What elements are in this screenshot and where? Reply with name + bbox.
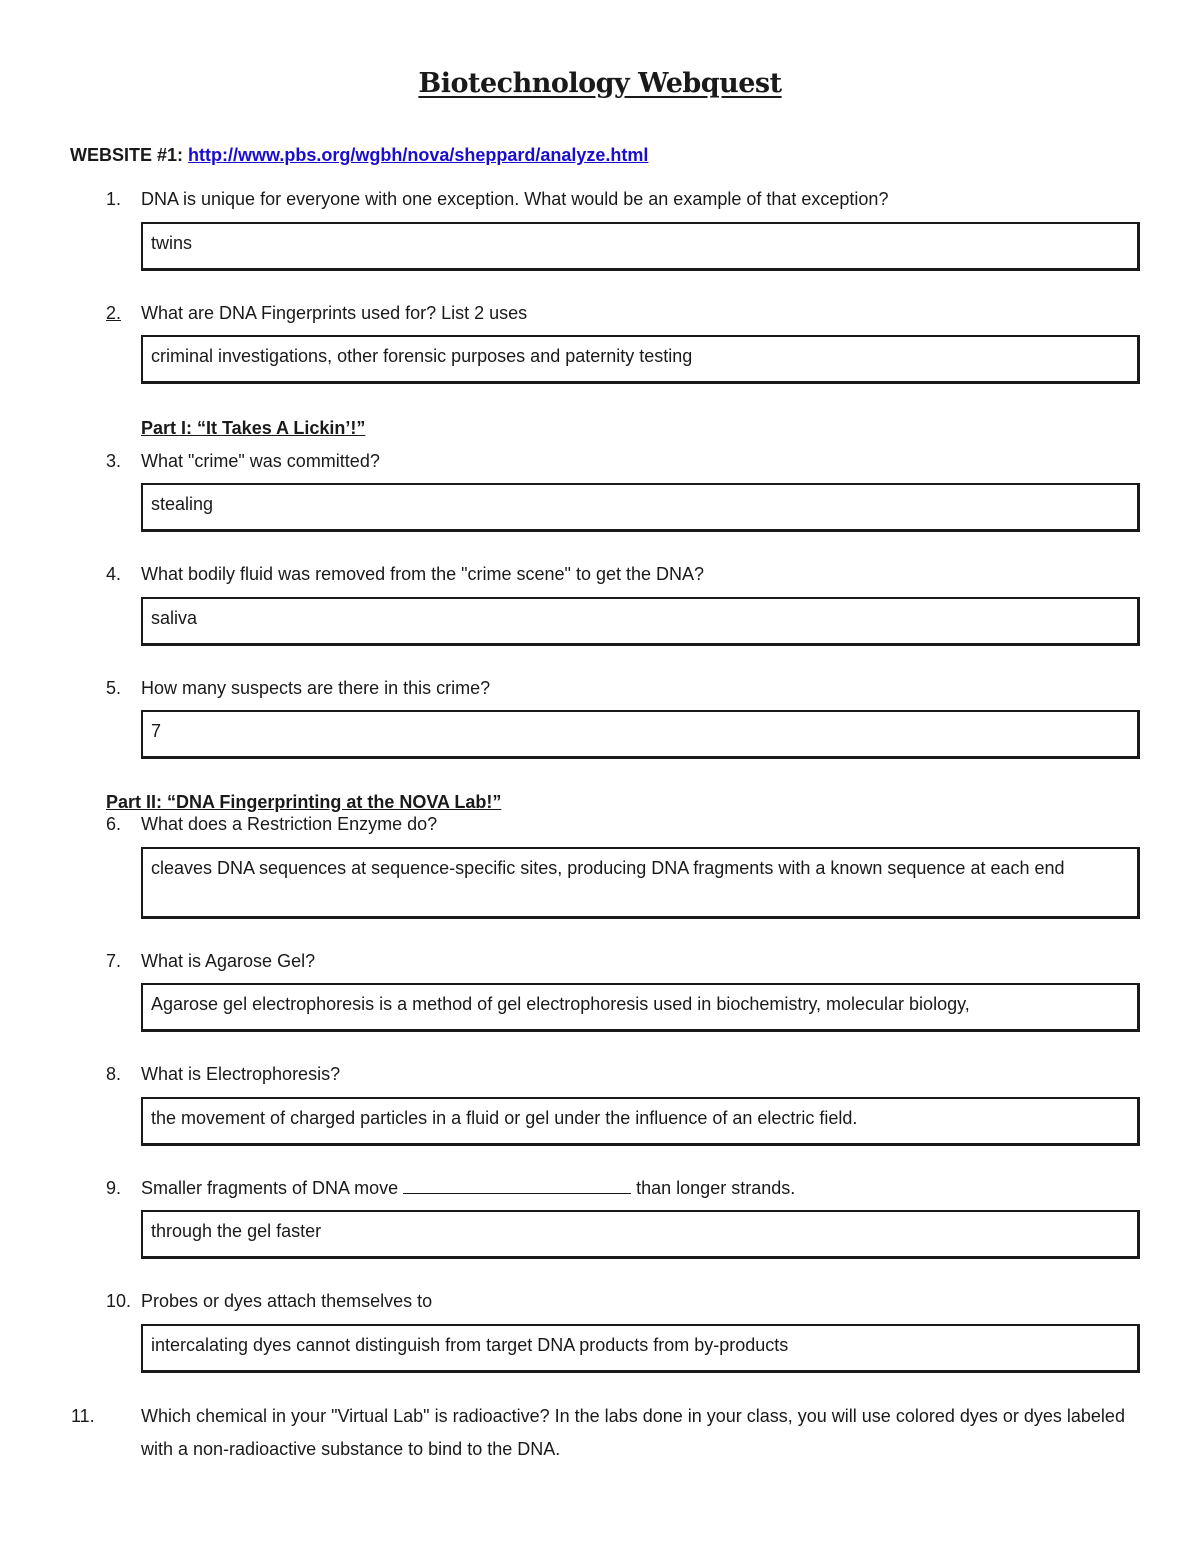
question-number: 10.: [106, 1291, 132, 1311]
question-3: [106, 445, 380, 478]
question-number: 4.: [106, 564, 122, 584]
question-8: [106, 1058, 340, 1091]
answer-text: through the gel faster: [151, 1221, 322, 1241]
question-text: DNA is unique for everyone with one exception. What would be an example of that exception?: [141, 189, 889, 209]
answer-box-2[interactable]: [141, 335, 1140, 384]
answer-box-5[interactable]: [141, 710, 1140, 759]
question-text: Which chemical in your "Virtual Lab" is radioactive? In the labs done in your class, you will use colored dyes or dyes labeled with a non-radioactive substance to bind to the DNA.: [141, 1406, 1125, 1459]
question-number: 3.: [106, 451, 122, 471]
answer-text: 7: [151, 721, 162, 741]
question-text: Probes or dyes attach themselves to: [141, 1291, 433, 1311]
question-text: What are DNA Fingerprints used for? List 2 uses: [141, 303, 528, 323]
question-text: How many suspects are there in this crime?: [141, 678, 491, 698]
question-11: [71, 1400, 1151, 1466]
answer-box-10[interactable]: [141, 1324, 1140, 1373]
part-2-heading: Part II: “DNA Fingerprinting at the NOVA Lab!”: [106, 792, 502, 812]
answer-box-7[interactable]: [141, 983, 1140, 1032]
answer-text: twins: [151, 233, 193, 253]
question-text: What is Electrophoresis?: [141, 1064, 341, 1084]
page-title: Biotechnology Webquest: [418, 68, 782, 99]
question-text-after: than longer strands.: [636, 1178, 796, 1198]
question-number: 9.: [106, 1178, 122, 1198]
answer-box-4[interactable]: [141, 597, 1140, 646]
answer-box-9[interactable]: [141, 1210, 1140, 1259]
part-1-heading: Part I: “It Takes A Lickin’!”: [141, 418, 366, 438]
answer-box-1[interactable]: [141, 222, 1140, 271]
answer-text: the movement of charged particles in a fluid or gel under the influence of an electric field.: [151, 1108, 858, 1128]
question-5: [106, 672, 490, 705]
question-text: What "crime" was committed?: [141, 451, 380, 471]
question-number: 7.: [106, 951, 122, 971]
question-number: 1.: [106, 189, 122, 209]
question-number: 6.: [106, 814, 122, 834]
question-number: 8.: [106, 1064, 122, 1084]
website-line: [70, 145, 648, 166]
question-text: What does a Restriction Enzyme do?: [141, 814, 438, 834]
question-7: [106, 945, 315, 978]
answer-text: cleaves DNA sequences at sequence-specific sites, producing DNA fragments with a known sequence at each end: [151, 858, 1065, 878]
answer-box-3[interactable]: [141, 483, 1140, 532]
question-2: [106, 297, 527, 330]
answer-box-8[interactable]: [141, 1097, 1140, 1146]
question-number: 5.: [106, 678, 122, 698]
answer-text: Agarose gel electrophoresis is a method of gel electrophoresis used in biochemistry, molecular biology,: [151, 994, 970, 1014]
answer-text: criminal investigations, other forensic purposes and paternity testing: [151, 346, 693, 366]
fill-in-blank: [403, 1175, 631, 1194]
answer-text: saliva: [151, 608, 198, 628]
question-9: [106, 1172, 795, 1205]
question-text: What bodily fluid was removed from the "crime scene" to get the DNA?: [141, 564, 705, 584]
website-label: WEBSITE #1:: [70, 145, 184, 165]
question-10: [106, 1285, 432, 1318]
question-1: [106, 183, 888, 216]
question-text-before: Smaller fragments of DNA move: [141, 1178, 399, 1198]
website-link[interactable]: http://www.pbs.org/wgbh/nova/sheppard/analyze.html: [188, 145, 649, 165]
question-4: [106, 558, 704, 591]
answer-box-6[interactable]: [141, 847, 1140, 919]
answer-text: stealing: [151, 494, 214, 514]
question-number: 11.: [71, 1406, 95, 1426]
answer-text: intercalating dyes cannot distinguish from target DNA products from by-products: [151, 1335, 789, 1355]
question-6: [106, 808, 437, 841]
question-number: 2.: [106, 303, 122, 323]
question-text: What is Agarose Gel?: [141, 951, 316, 971]
